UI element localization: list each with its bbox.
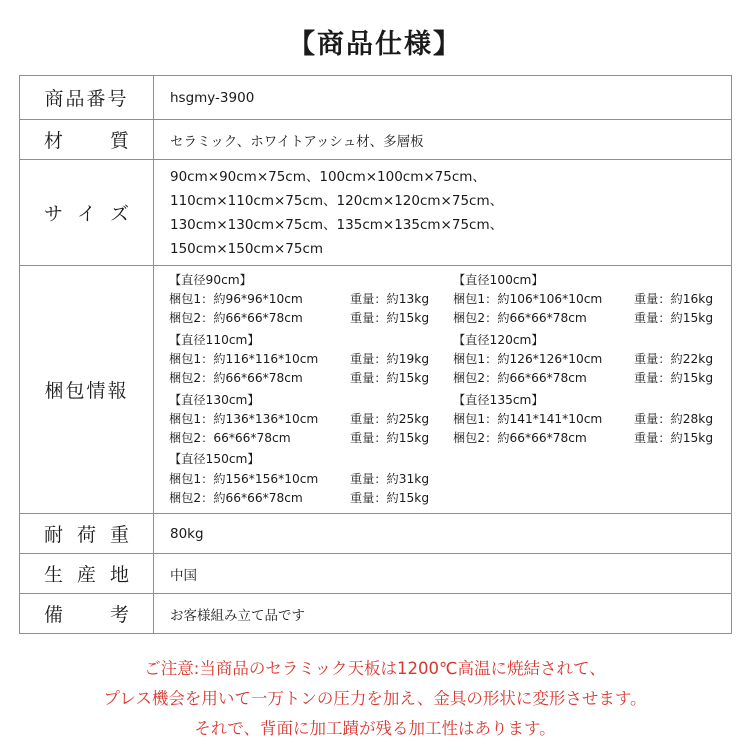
value-material: セラミック、ホワイトアッシュ材、多層板 <box>154 120 732 160</box>
value-remarks: お客様組み立て品です <box>154 594 732 634</box>
label-packaging: 梱包情報 <box>20 266 154 514</box>
packaging-block <box>453 391 737 449</box>
notice-line: ご注意:当商品のセラミック天板は1200℃高温に焼結されて、 <box>144 659 606 678</box>
packaging-size: 梱包2：約66*66*78cm <box>169 311 303 326</box>
packaging-size: 梱包2：約66*66*78cm <box>453 371 587 386</box>
packaging-size: 梱包1：約126*126*10cm <box>453 351 603 366</box>
packaging-heading: 【直径120cm】 <box>453 332 544 347</box>
packaging-weight: 重量：約16kg <box>634 292 714 307</box>
packaging-size: 梱包1：約136*136*10cm <box>169 411 319 426</box>
row-load <box>20 514 732 554</box>
notice-line: それで、背面に加工蹟が残る加工性はあります。 <box>194 719 556 738</box>
spec-table <box>19 75 732 634</box>
row-size <box>20 160 732 266</box>
label-load: 耐 荷 重 <box>44 524 129 546</box>
packaging-weight: 重量：約25kg <box>350 411 430 426</box>
packaging-weight: 重量：約22kg <box>634 351 714 366</box>
packaging-block <box>453 271 737 329</box>
packaging-size: 梱包2：約66*66*78cm <box>453 311 587 326</box>
page-title: 【商品仕様】 <box>288 29 462 60</box>
notice-line: プレス機会を用いて一万トンの圧力を加え、金具の形状に変形させます。 <box>103 689 647 708</box>
packaging-block <box>169 391 453 449</box>
value-origin: 中国 <box>154 554 732 594</box>
notice <box>0 654 750 744</box>
label-remarks: 備 考 <box>44 604 129 626</box>
size-line: 130cm×130cm×75cm、135cm×135cm×75cm、 <box>170 216 504 233</box>
packaging-size: 梱包1：約141*141*10cm <box>453 411 603 426</box>
row-packaging <box>20 266 732 514</box>
packaging-weight: 重量：約15kg <box>634 431 714 446</box>
packaging-weight: 重量：約15kg <box>350 490 430 505</box>
label-size: サ イ ズ <box>44 203 129 225</box>
packaging-weight: 重量：約15kg <box>634 371 714 386</box>
packaging-weight: 重量：約13kg <box>350 292 430 307</box>
value-load: 80kg <box>154 514 732 554</box>
packaging-heading: 【直径150cm】 <box>169 452 260 467</box>
packaging-size: 梱包1：約116*116*10cm <box>169 351 319 366</box>
packaging-heading: 【直径130cm】 <box>169 392 260 407</box>
packaging-size: 梱包2：66*66*78cm <box>169 431 291 446</box>
size-line: 90cm×90cm×75cm、100cm×100cm×75cm、 <box>170 168 486 185</box>
packaging-weight: 重量：約15kg <box>350 431 430 446</box>
packaging-block <box>169 331 453 389</box>
packaging-weight: 重量：約28kg <box>634 411 714 426</box>
packaging-grid <box>169 271 731 509</box>
packaging-size: 梱包2：約66*66*78cm <box>169 490 303 505</box>
value-product-no: hsgmy-3900 <box>154 76 732 120</box>
packaging-block <box>169 450 453 508</box>
packaging-block <box>169 271 453 329</box>
packaging-heading: 【直径110cm】 <box>169 332 260 347</box>
label-product-no: 商品番号 <box>20 76 154 120</box>
row-product-no <box>20 76 732 120</box>
packaging-weight: 重量：約15kg <box>350 371 430 386</box>
row-material <box>20 120 732 160</box>
label-material: 材 質 <box>44 130 129 152</box>
packaging-heading: 【直径90cm】 <box>169 272 252 287</box>
packaging-size: 梱包1：約156*156*10cm <box>169 471 319 486</box>
label-origin: 生 産 地 <box>44 564 129 586</box>
packaging-weight: 重量：約19kg <box>350 351 430 366</box>
packaging-weight: 重量：約31kg <box>350 471 430 486</box>
value-size-list <box>170 165 731 261</box>
packaging-heading: 【直径100cm】 <box>453 272 544 287</box>
packaging-heading: 【直径135cm】 <box>453 392 544 407</box>
size-line: 110cm×110cm×75cm、120cm×120cm×75cm、 <box>170 192 504 209</box>
packaging-size: 梱包2：約66*66*78cm <box>169 371 303 386</box>
packaging-weight: 重量：約15kg <box>634 311 714 326</box>
row-remarks <box>20 594 732 634</box>
size-line: 150cm×150cm×75cm <box>170 240 324 257</box>
packaging-weight: 重量：約15kg <box>350 311 430 326</box>
packaging-size: 梱包2：約66*66*78cm <box>453 431 587 446</box>
row-origin <box>20 554 732 594</box>
packaging-block <box>453 331 737 389</box>
packaging-size: 梱包1：約106*106*10cm <box>453 292 603 307</box>
packaging-size: 梱包1：約96*96*10cm <box>169 292 303 307</box>
